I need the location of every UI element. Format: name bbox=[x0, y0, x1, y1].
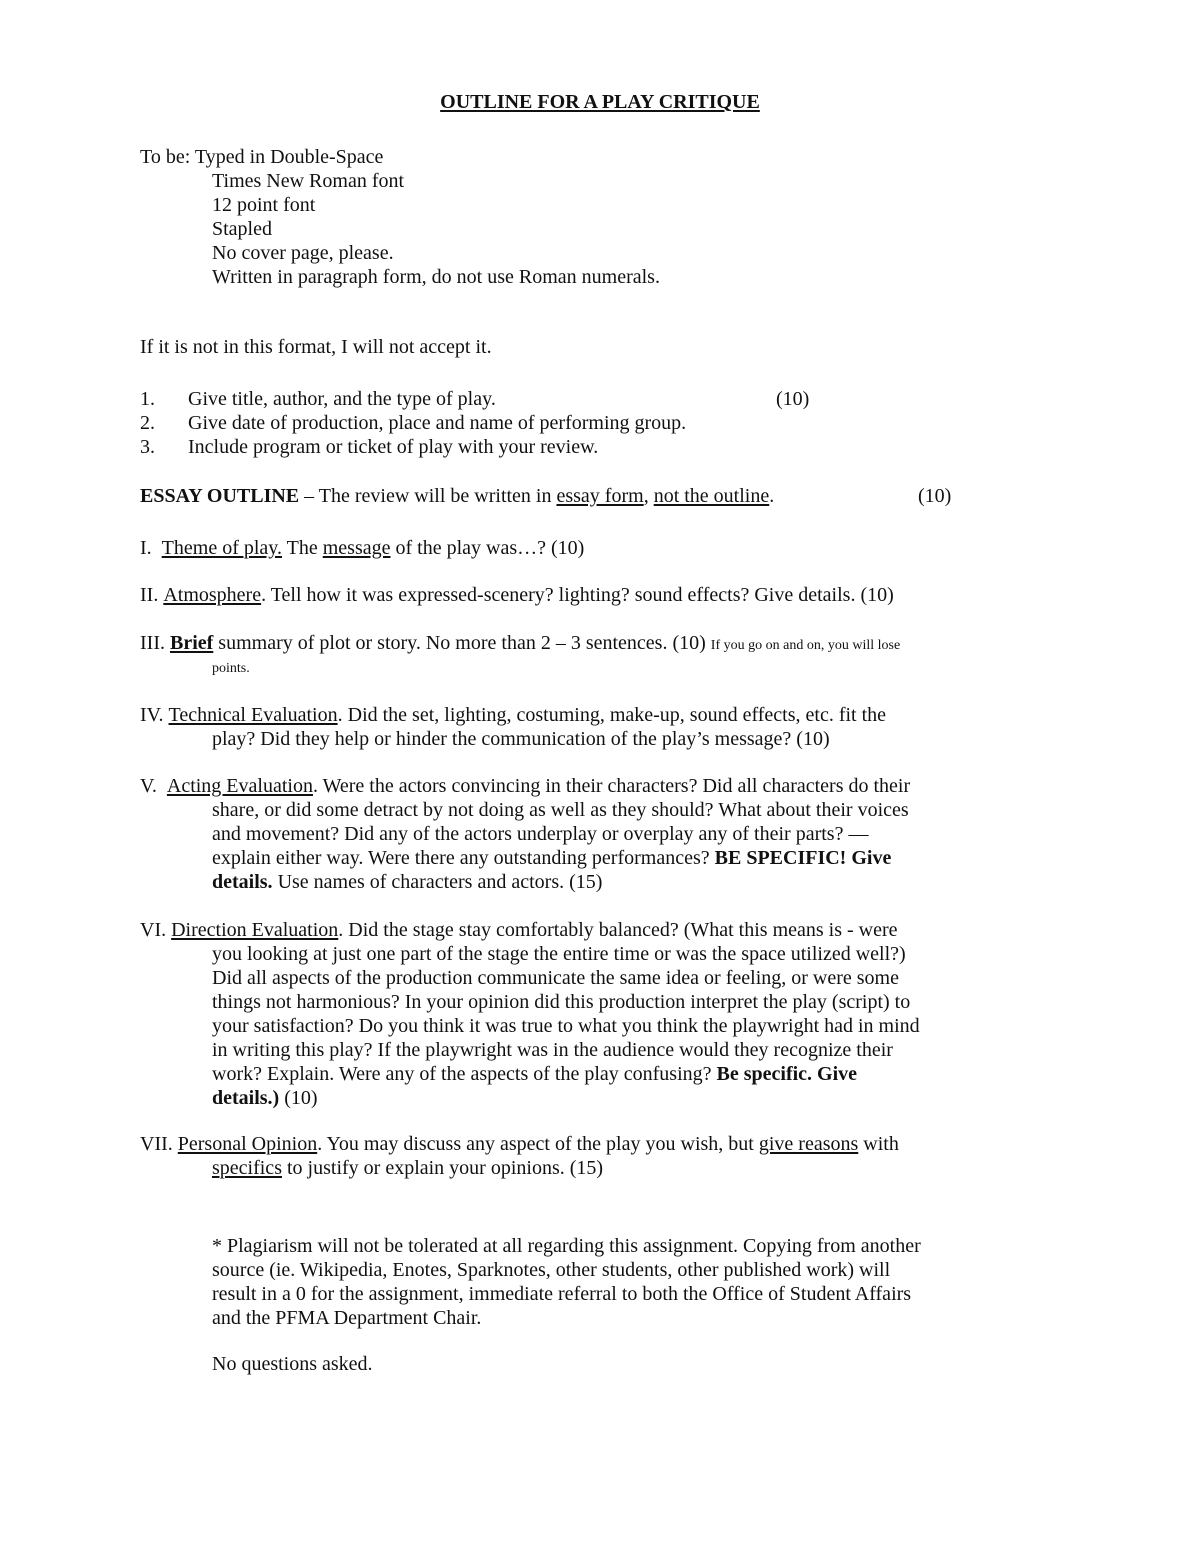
section-heading: Acting Evaluation bbox=[166, 775, 313, 797]
section-text: play? Did they help or hinder the communication of the play’s message? (10) bbox=[212, 728, 830, 750]
section-text: of the play was…? (10) bbox=[390, 537, 585, 559]
section-direction bbox=[140, 918, 920, 1110]
be-specific-bold: Be specific. Give bbox=[716, 1063, 858, 1085]
list-item-text: Give date of production, place and name of performing group. bbox=[188, 412, 687, 434]
essay-text: . bbox=[769, 485, 775, 507]
section-number: VII. bbox=[140, 1133, 173, 1155]
section-text: . Did the set, lighting, costuming, make-up, sound effects, etc. fit the bbox=[337, 704, 887, 726]
section-text: you looking at just one part of the stage the entire time or was the space utilized well?) bbox=[212, 943, 906, 965]
essay-text: , bbox=[643, 485, 654, 507]
list-item-points: (10) bbox=[776, 388, 810, 410]
section-text: work? Explain. Were any of the aspects of the play confusing? bbox=[212, 1063, 717, 1085]
section-text: Did all aspects of the production communicate the same idea or feeling, or were some bbox=[212, 967, 899, 989]
section-number: VI. bbox=[140, 919, 167, 941]
section-heading: Atmosphere bbox=[163, 584, 262, 606]
essay-form-underlined: essay form bbox=[556, 485, 644, 507]
section-theme bbox=[140, 536, 584, 560]
be-specific-bold: BE SPECIFIC! Give bbox=[714, 847, 892, 869]
section-text: things not harmonious? In your opinion did this production interpret the play (script) to bbox=[212, 991, 911, 1013]
format-item: No cover page, please. bbox=[212, 242, 394, 264]
list-item-number: 1. bbox=[140, 388, 155, 410]
format-item: Times New Roman font bbox=[212, 170, 405, 192]
format-item: 12 point font bbox=[212, 194, 316, 216]
section-personal-opinion bbox=[140, 1132, 899, 1180]
page-title: OUTLINE FOR A PLAY CRITIQUE bbox=[440, 91, 760, 113]
section-summary bbox=[140, 631, 900, 658]
section-text: The bbox=[282, 537, 323, 559]
section-text: . Did the stage stay comfortably balanced? (What this means is - were bbox=[338, 919, 898, 941]
specifics-underlined: specifics bbox=[212, 1157, 282, 1179]
section-heading: Direction Evaluation bbox=[171, 919, 339, 941]
essay-text: – The review will be written in bbox=[299, 485, 557, 507]
section-technical bbox=[140, 703, 886, 751]
details-bold: details.) bbox=[212, 1087, 280, 1109]
plagiarism-text: and the PFMA Department Chair. bbox=[212, 1307, 482, 1329]
plagiarism-note bbox=[212, 1234, 921, 1330]
details-bold: details. bbox=[212, 871, 273, 893]
list-item-number: 3. bbox=[140, 436, 155, 458]
section-text: with bbox=[858, 1133, 899, 1155]
lose-points-note: points. bbox=[212, 661, 250, 676]
list-item-text: Include program or ticket of play with your review. bbox=[188, 436, 599, 458]
section-number: III. bbox=[140, 632, 165, 654]
section-text: Use names of characters and actors. (15) bbox=[272, 871, 603, 893]
section-text: (10) bbox=[279, 1087, 318, 1109]
plagiarism-text: source (ie. Wikipedia, Enotes, Sparknotes, other students, other published work) will bbox=[212, 1259, 891, 1281]
lose-points-note: If you go on and on, you will lose bbox=[710, 638, 901, 653]
section-text: . You may discuss any aspect of the play you wish, but bbox=[317, 1133, 759, 1155]
message-underlined: message bbox=[322, 537, 391, 559]
section-number: IV. bbox=[140, 704, 164, 726]
format-requirements bbox=[140, 145, 660, 289]
format-lead: To be: Typed in Double-Space bbox=[140, 146, 384, 168]
section-text: and movement? Did any of the actors underplay or overplay any of their parts? — bbox=[212, 823, 869, 845]
section-text: . Tell how it was expressed-scenery? lighting? sound effects? Give details. (10) bbox=[261, 584, 894, 606]
essay-outline-heading bbox=[140, 484, 774, 508]
section-acting bbox=[140, 774, 910, 894]
section-text: . Were the actors convincing in their characters? Did all characters do their bbox=[312, 775, 911, 797]
section-text: in writing this play? If the playwright was in the audience would they recognize their bbox=[212, 1039, 893, 1061]
section-heading: Personal Opinion bbox=[177, 1133, 318, 1155]
section-heading: Technical Evaluation bbox=[168, 704, 338, 726]
section-text: your satisfaction? Do you think it was true to what you think the playwright had in mind bbox=[212, 1015, 920, 1037]
give-reasons-underlined: give reasons bbox=[758, 1133, 859, 1155]
section-heading: Brief bbox=[169, 632, 214, 654]
list-item-number: 2. bbox=[140, 412, 155, 434]
section-text: to justify or explain your opinions. (15) bbox=[281, 1157, 604, 1179]
plagiarism-text: result in a 0 for the assignment, immediate referral to both the Office of Student Affairs bbox=[212, 1283, 912, 1305]
format-item: Written in paragraph form, do not use Roman numerals. bbox=[212, 266, 660, 288]
section-number: V. bbox=[140, 775, 157, 797]
plagiarism-text: * Plagiarism will not be tolerated at all regarding this assignment. Copying from another bbox=[212, 1235, 921, 1257]
section-heading: Theme of play. bbox=[161, 537, 282, 559]
essay-outline-label: ESSAY OUTLINE bbox=[140, 485, 300, 507]
section-number: I. bbox=[140, 537, 152, 559]
list-item-text: Give title, author, and the type of play. bbox=[188, 388, 496, 410]
not-outline-underlined: not the outline bbox=[653, 485, 770, 507]
section-number: II. bbox=[140, 584, 159, 606]
section-text: share, or did some detract by not doing as well as they should? What about their voices bbox=[212, 799, 909, 821]
essay-points: (10) bbox=[918, 485, 952, 507]
closing-note: No questions asked. bbox=[212, 1353, 373, 1375]
section-text: summary of plot or story. No more than 2 – 3 sentences. (10) bbox=[213, 632, 711, 654]
accept-note: If it is not in this format, I will not accept it. bbox=[140, 336, 492, 358]
format-item: Stapled bbox=[212, 218, 272, 240]
section-text: explain either way. Were there any outstanding performances? bbox=[212, 847, 715, 869]
section-atmosphere bbox=[140, 583, 894, 607]
